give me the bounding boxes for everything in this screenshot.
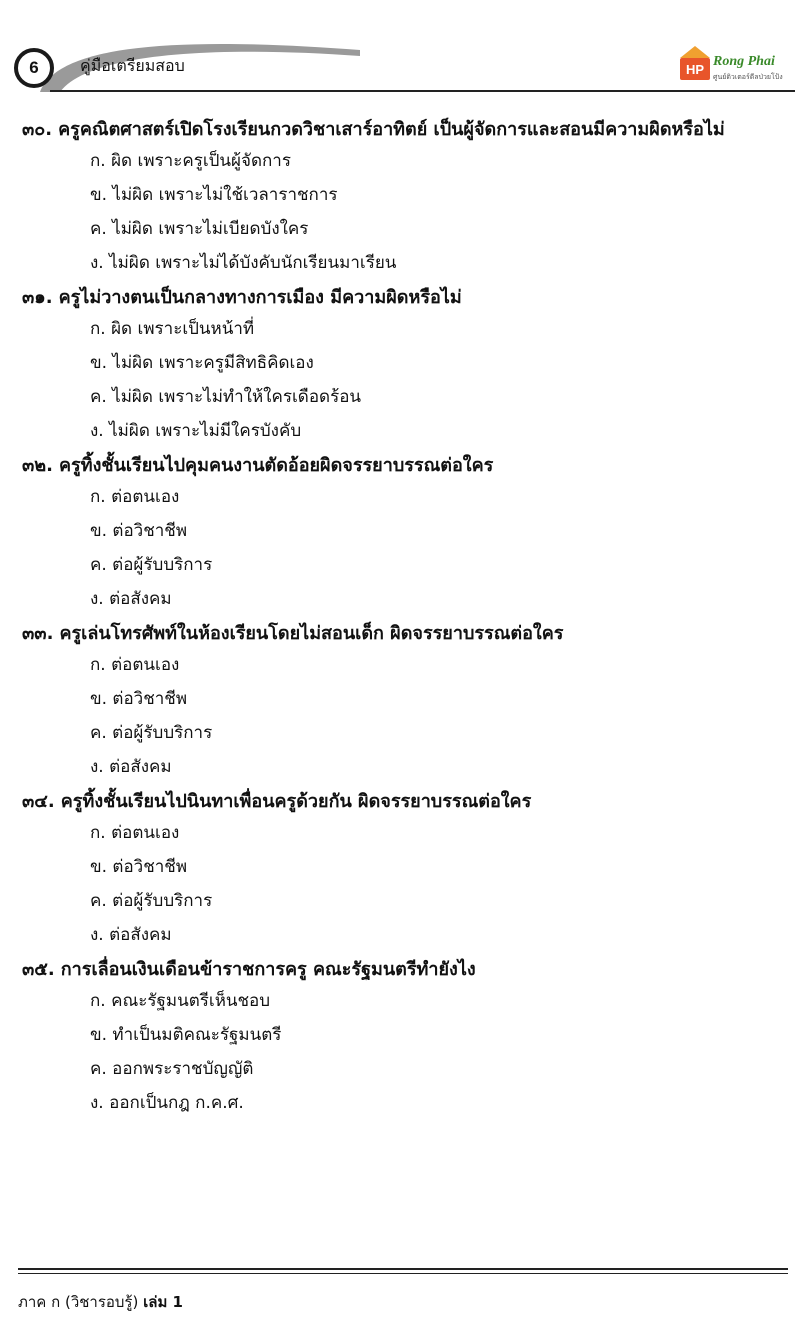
footer-section: ภาค ก (วิชารอบรู้) [18, 1293, 139, 1311]
page-number-badge [14, 48, 54, 88]
answer-choice: ก. ต่อตนเอง [90, 823, 180, 843]
question-text: ครูทิ้งชั้นเรียนไปนินทาเพื่อนครูด้วยกัน ผิดจรรยาบรรณต่อใคร [60, 791, 532, 812]
rongphai-logo [680, 46, 792, 86]
footer-divider [18, 1268, 788, 1270]
answer-choice: ก. ต่อตนเอง [90, 655, 180, 675]
answer-choice: ก. ผิด เพราะเป็นหน้าที่ [90, 319, 255, 339]
question-stem [22, 116, 792, 144]
question-text: ครูเล่นโทรศัพท์ในห้องเรียนโดยไม่สอนเด็ก ผิดจรรยาบรรณต่อใคร [59, 623, 564, 644]
question-text: การเลื่อนเงินเดือนข้าราชการครู คณะรัฐมนตรีทำยังไง [60, 959, 476, 980]
page-header [0, 0, 800, 96]
header-title: คู่มือเตรียมสอบ [80, 56, 185, 75]
answer-choice: ก. ผิด เพราะครูเป็นผู้จัดการ [90, 151, 291, 171]
answer-choice: ข. ทำเป็นมติคณะรัฐมนตรี [90, 1025, 282, 1045]
answer-choice: ง. ออกเป็นกฎ ก.ค.ศ. [90, 1093, 244, 1113]
footer-volume: เล่ม 1 [143, 1293, 183, 1311]
house-roof-icon [680, 46, 710, 58]
answer-choice: ง. ไม่ผิด เพราะไม่ได้บังคับนักเรียนมาเรียน [90, 253, 397, 273]
answer-choice: ข. ต่อวิชาชีพ [90, 689, 188, 709]
answer-choice: ก. คณะรัฐมนตรีเห็นชอบ [90, 991, 271, 1011]
answer-choice: ค. ต่อผู้รับบริการ [90, 891, 213, 911]
question-number: ๓๕. [22, 959, 55, 980]
question-text: ครูทิ้งชั้นเรียนไปคุมคนงานตัดอ้อยผิดจรรยาบรรณต่อใคร [59, 455, 494, 476]
footer-divider-thin [18, 1273, 788, 1274]
question-text: ครูไม่วางตนเป็นกลางทางการเมือง มีความผิดหรือไม่ [58, 287, 462, 308]
question-number: ๓๔. [22, 791, 55, 812]
answer-choice: ข. ต่อวิชาชีพ [90, 521, 188, 541]
answer-choice: ค. ต่อผู้รับบริการ [90, 555, 213, 575]
answer-choice: ก. ต่อตนเอง [90, 487, 180, 507]
question-number: ๓๑. [22, 287, 53, 308]
question-text: ครูคณิตศาสตร์เปิดโรงเรียนกวดวิชาเสาร์อาทิตย์ เป็นผู้จัดการและสอนมีความผิดหรือไม่ [58, 119, 725, 140]
question-number: ๓๐. [22, 119, 53, 140]
answer-choice: ง. ไม่ผิด เพราะไม่มีใครบังคับ [90, 421, 302, 441]
page-number: 6 [29, 58, 39, 77]
page-footer [18, 1290, 183, 1314]
question-stem [22, 956, 792, 984]
question-number: ๓๓. [22, 623, 54, 644]
logo-tagline: ศูนย์ติวเตอร์ดีลป่วยโป้ง [713, 73, 783, 81]
question-stem [22, 284, 792, 312]
answer-choice: ง. ต่อสังคม [90, 757, 172, 777]
logo-name: Rong Phai [713, 54, 775, 69]
question-number: ๓๒. [22, 455, 54, 476]
answer-choice: ค. ไม่ผิด เพราะไม่เบียดบังใคร [90, 219, 309, 239]
question-list [22, 112, 792, 1120]
logo-initials: HP [680, 58, 710, 80]
answer-choice: ง. ต่อสังคม [90, 925, 172, 945]
answer-choice: ค. ต่อผู้รับบริการ [90, 723, 213, 743]
answer-choice: ข. ไม่ผิด เพราะไม่ใช้เวลาราชการ [90, 185, 338, 205]
question-stem [22, 788, 792, 816]
answer-choice: ค. ออกพระราชบัญญัติ [90, 1059, 254, 1079]
question-stem [22, 620, 792, 648]
question-stem [22, 452, 792, 480]
answer-choice: ง. ต่อสังคม [90, 589, 172, 609]
answer-choice: ข. ต่อวิชาชีพ [90, 857, 188, 877]
answer-choice: ข. ไม่ผิด เพราะครูมีสิทธิคิดเอง [90, 353, 314, 373]
answer-choice: ค. ไม่ผิด เพราะไม่ทำให้ใครเดือดร้อน [90, 387, 362, 407]
